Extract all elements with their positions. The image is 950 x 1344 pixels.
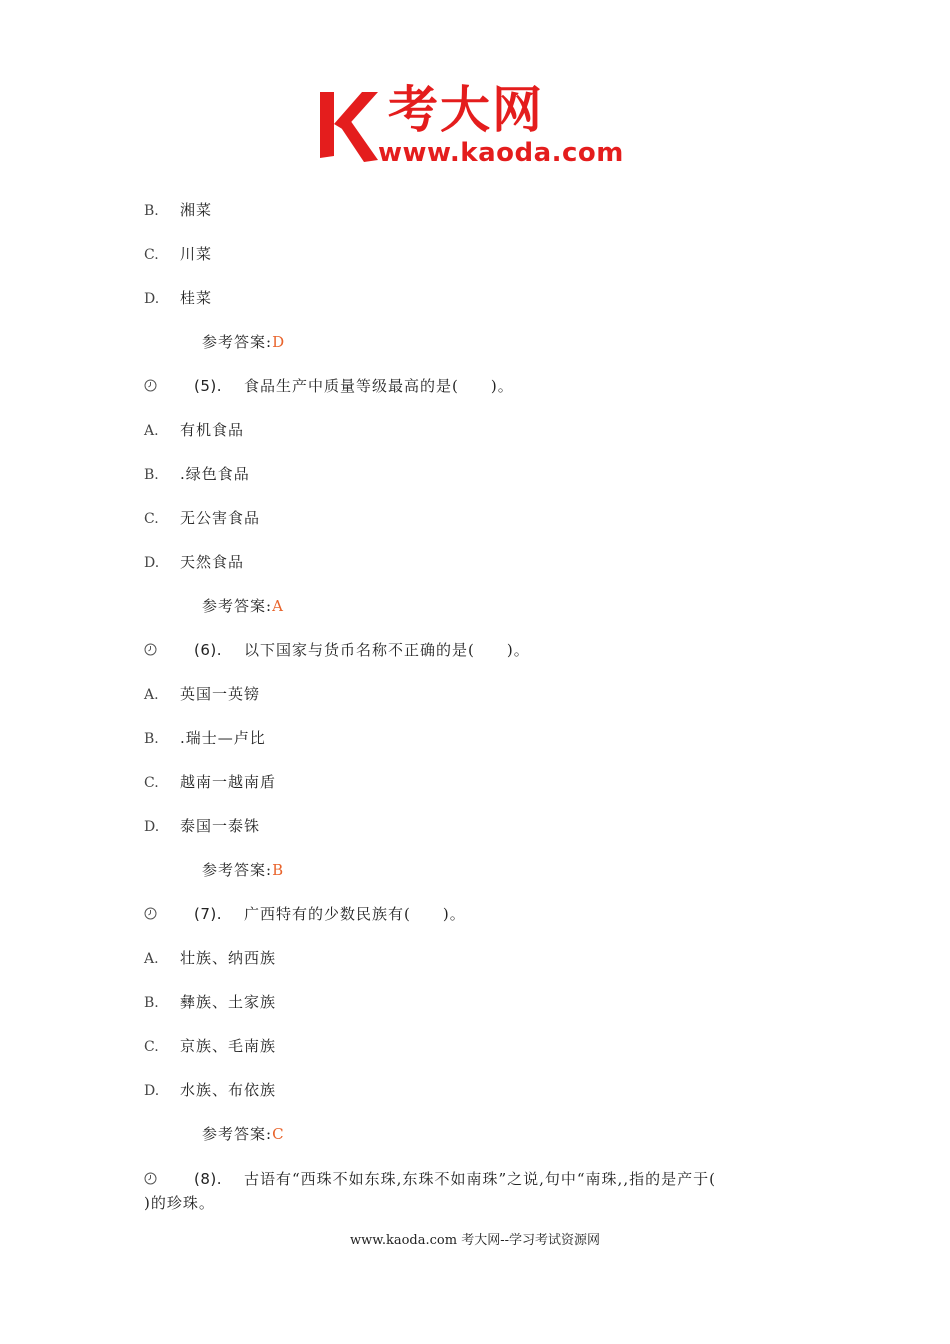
option-q6-c: C. 越南一越南盾 — [144, 773, 277, 791]
kaoda-logo — [318, 81, 640, 168]
option-q6-d: D. 泰国一泰铢 — [144, 817, 261, 835]
option-q4-d: D. 桂菜 — [144, 289, 213, 307]
option-q7-a: A. 壮族、纳西族 — [144, 949, 277, 967]
question-q8: (8). 古语有“西珠不如东珠,东珠不如南珠”之说,句中“南珠,,指的是产于( — [194, 1170, 716, 1188]
question-q5: (5). 食品生产中质量等级最高的是( )。 — [194, 377, 514, 395]
answer-q4: 参考答案:D — [202, 333, 286, 351]
option-q7-b: B. 彝族、土家族 — [144, 993, 277, 1011]
question-q6: (6). 以下国家与货币名称不正确的是( )。 — [194, 641, 530, 659]
answer-q5: 参考答案:A — [202, 597, 284, 615]
option-q6-b: B. .瑞士—卢比 — [144, 729, 266, 747]
logo-url: www.kaoda.com — [378, 138, 624, 168]
answer-q6: 参考答案:B — [202, 861, 285, 879]
question-q7: (7). 广西特有的少数民族有( )。 — [194, 905, 466, 923]
option-q4-c: C. 川菜 — [144, 245, 213, 263]
clock-icon — [144, 379, 157, 392]
logo-k-mark — [318, 86, 382, 164]
option-q5-a: A. 有机食品 — [144, 421, 245, 439]
question-q8-continuation: )的珍珠。 — [144, 1194, 215, 1212]
option-q5-b: B. .绿色食品 — [144, 465, 250, 483]
clock-icon — [144, 907, 157, 920]
answer-q7: 参考答案:C — [202, 1125, 285, 1143]
option-q7-d: D. 水族、布依族 — [144, 1081, 277, 1099]
option-q5-d: D. 天然食品 — [144, 553, 245, 571]
option-q4-b: B. 湘菜 — [144, 201, 213, 219]
logo-name: 考大网 — [388, 81, 544, 139]
option-q6-a: A. 英国一英镑 — [144, 685, 261, 703]
clock-icon — [144, 1172, 157, 1185]
page-footer: www.kaoda.com 考大网--学习考试资源网 — [350, 1233, 600, 1248]
option-q5-c: C. 无公害食品 — [144, 509, 261, 527]
option-q7-c: C. 京族、毛南族 — [144, 1037, 277, 1055]
clock-icon — [144, 643, 157, 656]
